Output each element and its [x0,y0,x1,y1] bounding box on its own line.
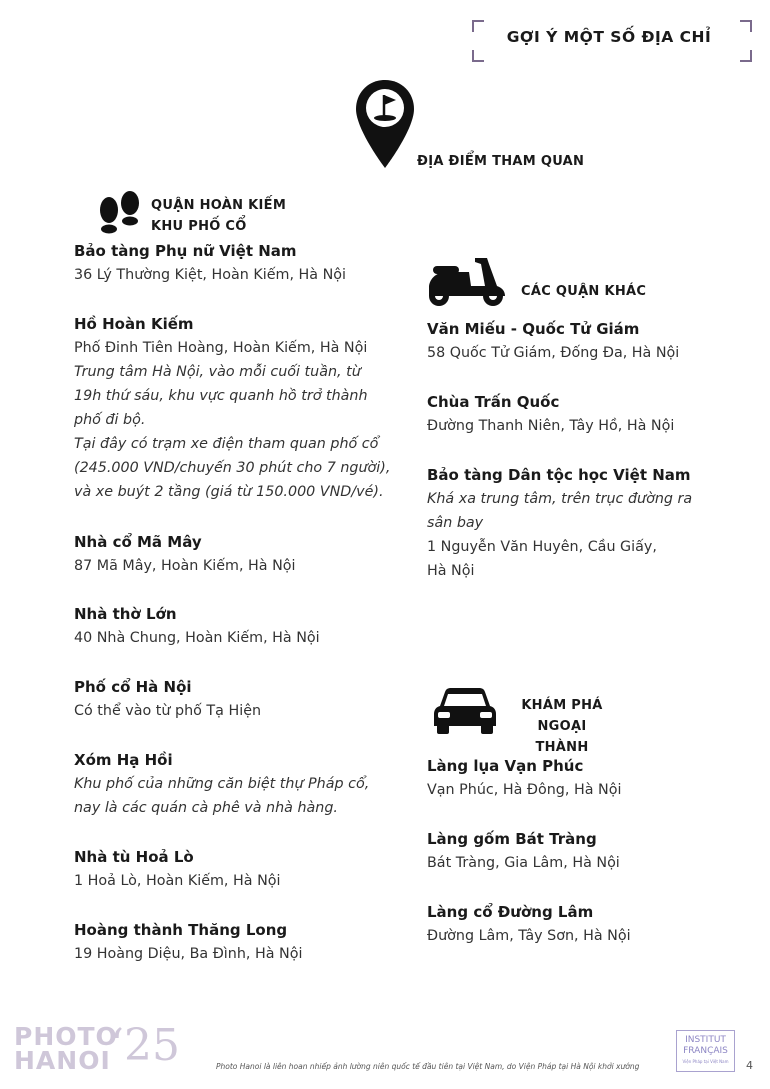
entry-name: Hồ Hoàn Kiếm [74,315,194,333]
entry-hoan-kiem-lake [74,312,391,504]
logo-line2: HANOI [14,1046,111,1075]
entry-womens-museum [74,239,384,287]
entry-address: 87 Mã Mây, Hoàn Kiếm, Hà Nội [74,558,296,574]
entry-address: 36 Lý Thường Kiệt, Hoàn Kiếm, Hà Nội [74,267,347,283]
map-pin-icon [354,78,416,170]
footer-text: Photo Hanoi là liên hoan nhiếp ảnh lường niên quốc tế đầu tiên tại Việt Nam, do Viện Pháp tại Hà Nội khởi xướng [216,1062,640,1071]
section-title-outskirts-line1: KHÁM PHÁ [521,698,603,713]
section-title-sightseeing: ĐỊA ĐIỂM THAM QUAN [417,154,585,169]
entry-address: Đường Lâm, Tây Sơn, Hà Nội [427,928,631,944]
section-title-hoan-kiem [151,195,286,237]
partner-line1: INSTITUT [685,1035,726,1045]
header-bracket-bl [472,50,484,62]
logo-year: ‘25 [110,1020,180,1071]
entry-name: Phố cổ Hà Nội [74,678,192,696]
page-number: 4 [746,1059,753,1072]
entry-temple-of-literature [427,317,727,365]
entry-address: Vạn Phúc, Hà Đông, Hà Nội [427,782,622,798]
entry-address: Có thể vào từ phố Tạ Hiện [74,703,262,719]
entry-name: Hoàng thành Thăng Long [74,921,288,939]
entry-thang-long-citadel [74,918,384,966]
header-bracket-br [740,50,752,62]
entry-name: Làng gốm Bát Tràng [427,830,597,848]
page-title: GỢI Ý MỘT SỐ ĐỊA CHỈ [506,28,712,46]
footsteps-icon [96,190,144,234]
entry-name: Làng cổ Đường Lâm [427,903,594,921]
entry-hoa-lo-prison [74,845,384,893]
header-bracket-tl [472,20,484,32]
entry-name: Chùa Trấn Quốc [427,393,560,411]
entry-name: Nhà cổ Mã Mây [74,533,202,551]
partner-line2: FRANÇAIS [683,1046,728,1056]
institut-francais-logo [676,1030,735,1072]
section-title-hoan-kiem-line1: QUẬN HOÀN KIẾM [151,198,287,213]
entry-note: nay là các quán cà phê và nhà hàng. [74,800,338,816]
section-title-outskirts-line2: NGOẠI THÀNH [535,719,589,755]
entry-address: Hà Nội [427,563,475,579]
entry-note: Trung tâm Hà Nội, vào mỗi cuối tuần, từ [74,364,361,380]
entry-ethnology-museum [427,463,727,583]
entry-cathedral [74,602,384,650]
entry-old-quarter [74,675,384,723]
car-icon [433,686,497,736]
entry-note: Khu phố của những căn biệt thự Pháp cổ, [74,776,370,792]
entry-bat-trang-pottery [427,827,727,875]
section-title-hoan-kiem-line2: KHU PHỐ CỔ [151,219,247,234]
entry-note: sân bay [427,515,484,531]
entry-address: Đường Thanh Niên, Tây Hồ, Hà Nội [427,418,675,434]
entry-ma-may-house [74,530,384,578]
entry-name: Bảo tàng Dân tộc học Việt Nam [427,466,691,484]
entry-van-phuc-silk [427,754,727,802]
entry-address: 58 Quốc Tử Giám, Đống Đa, Hà Nội [427,345,680,361]
entry-note: Khá xa trung tâm, trên trục đường ra [427,491,693,507]
entry-name: Nhà thờ Lớn [74,605,177,623]
entry-address: 19 Hoàng Diệu, Ba Đình, Hà Nội [74,946,303,962]
entry-address: 1 Hoả Lò, Hoàn Kiếm, Hà Nội [74,873,281,889]
section-title-other-districts: CÁC QUẬN KHÁC [521,284,647,299]
section-title-outskirts [512,695,612,758]
entry-duong-lam-village [427,900,727,948]
entry-note: (245.000 VND/chuyến 30 phút cho 7 người), [74,460,391,476]
entry-name: Làng lụa Vạn Phúc [427,757,584,775]
entry-address: 40 Nhà Chung, Hoàn Kiếm, Hà Nội [74,630,320,646]
partner-line3: Viện Pháp tại Việt Nam [682,1059,729,1064]
entry-xom-ha-hoi [74,748,384,820]
scooter-icon [425,256,507,308]
entry-name: Xóm Hạ Hồi [74,751,173,769]
entry-note: và xe buýt 2 tầng (giá từ 150.000 VND/vé). [74,484,384,500]
entry-name: Văn Miếu - Quốc Tử Giám [427,320,640,338]
header-bracket-tr [740,20,752,32]
entry-note: phố đi bộ. [74,412,146,428]
entry-name: Nhà tù Hoả Lò [74,848,194,866]
entry-address: Bát Tràng, Gia Lâm, Hà Nội [427,855,620,871]
logo-line1: PHOTO [14,1022,118,1051]
entry-address: 1 Nguyễn Văn Huyên, Cầu Giấy, [427,539,657,555]
entry-name: Bảo tàng Phụ nữ Việt Nam [74,242,297,260]
entry-note: 19h thứ sáu, khu vực quanh hồ trở thành [74,388,368,404]
entry-address: Phố Đinh Tiên Hoàng, Hoàn Kiếm, Hà Nội [74,340,368,356]
entry-tran-quoc-pagoda [427,390,727,438]
entry-note: Tại đây có trạm xe điện tham quan phố cổ [74,436,379,452]
